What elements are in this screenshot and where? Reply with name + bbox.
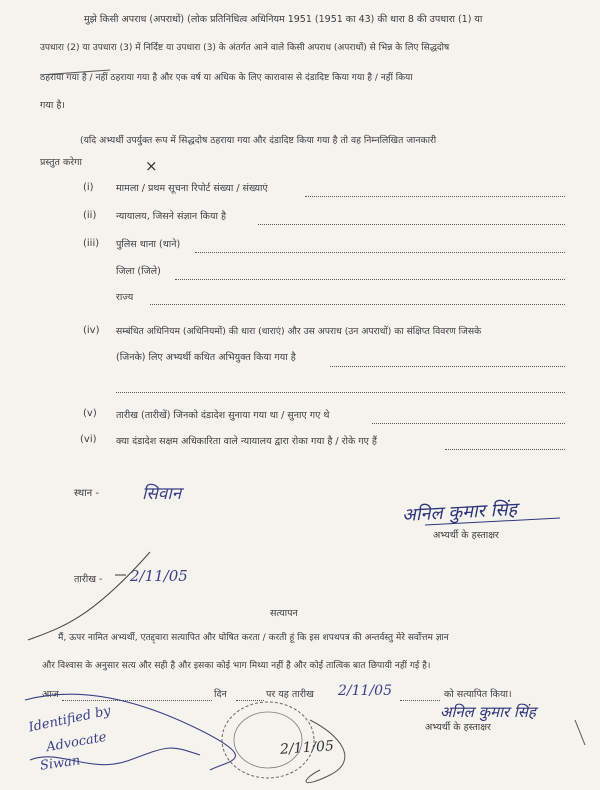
notary-note-line-1: Identified by [27, 703, 113, 736]
notary-scribble-1 [25, 694, 235, 770]
notary-note-line-3: Siwan [39, 753, 82, 774]
item-num-i: (i) [83, 182, 94, 193]
verify-date-handwritten: 2/11/05 [338, 683, 392, 699]
verify-suffix: को सत्यापित किया। [444, 689, 512, 700]
verify-date-label: पर यह तारीख [266, 689, 314, 700]
item-num-v: (v) [83, 408, 97, 419]
verify-signature: अनिल कुमार सिंह [440, 703, 536, 721]
conditional-line-2: प्रस्तुत करेगा [40, 157, 82, 168]
notary-stamp-circle [222, 702, 314, 778]
item-num-iv: (iv) [83, 325, 100, 336]
intro-line-3: ठहराया गया है / नहीं ठहराया गया है और एक वर्ष या अधिक के लिए कारावास से दंडादिष्ट किया गया है / नहीं किया [40, 73, 413, 83]
item-num-vi: (vi) [80, 434, 97, 445]
verify-prefix: आज [42, 689, 59, 700]
item-text-ii: न्यायालय, जिसने संज्ञान किया है [116, 211, 227, 222]
item-text-district: जिला (जिले) [116, 266, 161, 277]
intro-line-2: उपधारा (2) या उपधारा (3) में निर्दिष्ट या उपधारा (3) के अंतर्गत आने वाले किसी अपराध (अपराधों) से भिन्न के लिए सिद्धदोष [40, 43, 450, 53]
verification-line-2: और विश्वास के अनुसार सत्य और सही है और इसका कोई भाग मिथ्या नहीं है और कोई तात्विक बात छिपायी नहीं गई है। [42, 661, 431, 671]
cross-mark: × [145, 157, 158, 175]
signature-underline [425, 518, 560, 525]
verify-middle: दिन [214, 689, 227, 700]
margin-scribble [28, 552, 150, 640]
intro-line-4: गया है। [40, 100, 65, 111]
item-text-state: राज्य [116, 292, 134, 303]
item-text-iii: पुलिस थाना (थाने) [116, 239, 181, 250]
item-text-iv-2: (जिनके) लिए अभ्यर्थी कथित अभियुक्त किया गया है [116, 352, 296, 363]
item-num-ii: (ii) [83, 210, 97, 221]
notary-stamp-inner [234, 712, 302, 768]
item-text-iv-1: सम्बंधित अधिनियम (अधिनियमों) की धारा (धाराएं) और उस अपराध (उन अपराधों) का संक्षिप्त विवरण जिसके [116, 326, 482, 337]
verification-heading: सत्यापन [270, 608, 298, 619]
date-value-handwritten: 2/11/05 [130, 567, 188, 585]
item-text-i: मामला / प्रथम सूचना रिपोर्ट संख्या / संख्याएं [116, 183, 268, 194]
signature-label: अभ्यर्थी के हस्ताक्षर [433, 530, 499, 541]
verification-line-1: मैं, ऊपर नामित अभ्यर्थी, एतद्द्वारा सत्यापित और घोषित करता / करती हूं कि इस शपथपत्र की अन्तर्वस्तु मेरे सर्वोत्तम ज्ञान [58, 633, 449, 643]
date-label: तारीख - [74, 574, 103, 585]
item-text-vi: क्या दंडादेश सक्षम अधिकारिता वाले न्यायालय द्वारा रोका गया है / रोके गए हैं [116, 436, 377, 447]
place-label: स्थान - [74, 488, 100, 499]
item-num-iii: (iii) [83, 238, 100, 249]
corner-mark [575, 720, 585, 745]
item-text-v: तारीख (तारीखें) जिनको दंडादेश सुनाया गया था / सुनाए गए थे [116, 410, 330, 421]
stamp-date-handwritten: 2/11/05 [279, 738, 335, 758]
place-value-handwritten: सिवान [142, 484, 182, 504]
conditional-line-1: (यदि अभ्यर्थी उपर्युक्त रूप में सिद्धदोष ठहराया गया और दंडादिष्ट किया गया है तो वह निम्नलिखित जानकारी [80, 135, 437, 146]
strike-through-mark [40, 70, 110, 75]
notary-note-line-2: Advocate [45, 729, 108, 756]
verify-signature-label: अभ्यर्थी के हस्ताक्षर [425, 722, 491, 733]
candidate-signature: अनिल कुमार सिंह [401, 499, 518, 526]
intro-line-1: मुझे किसी अपराध (अपराधों) (लोक प्रतिनिधित्व अधिनियम 1951 (1951 का 43) की धारा 8 की उपधारा (1) या [84, 14, 483, 25]
notary-scribble-2 [30, 748, 200, 765]
